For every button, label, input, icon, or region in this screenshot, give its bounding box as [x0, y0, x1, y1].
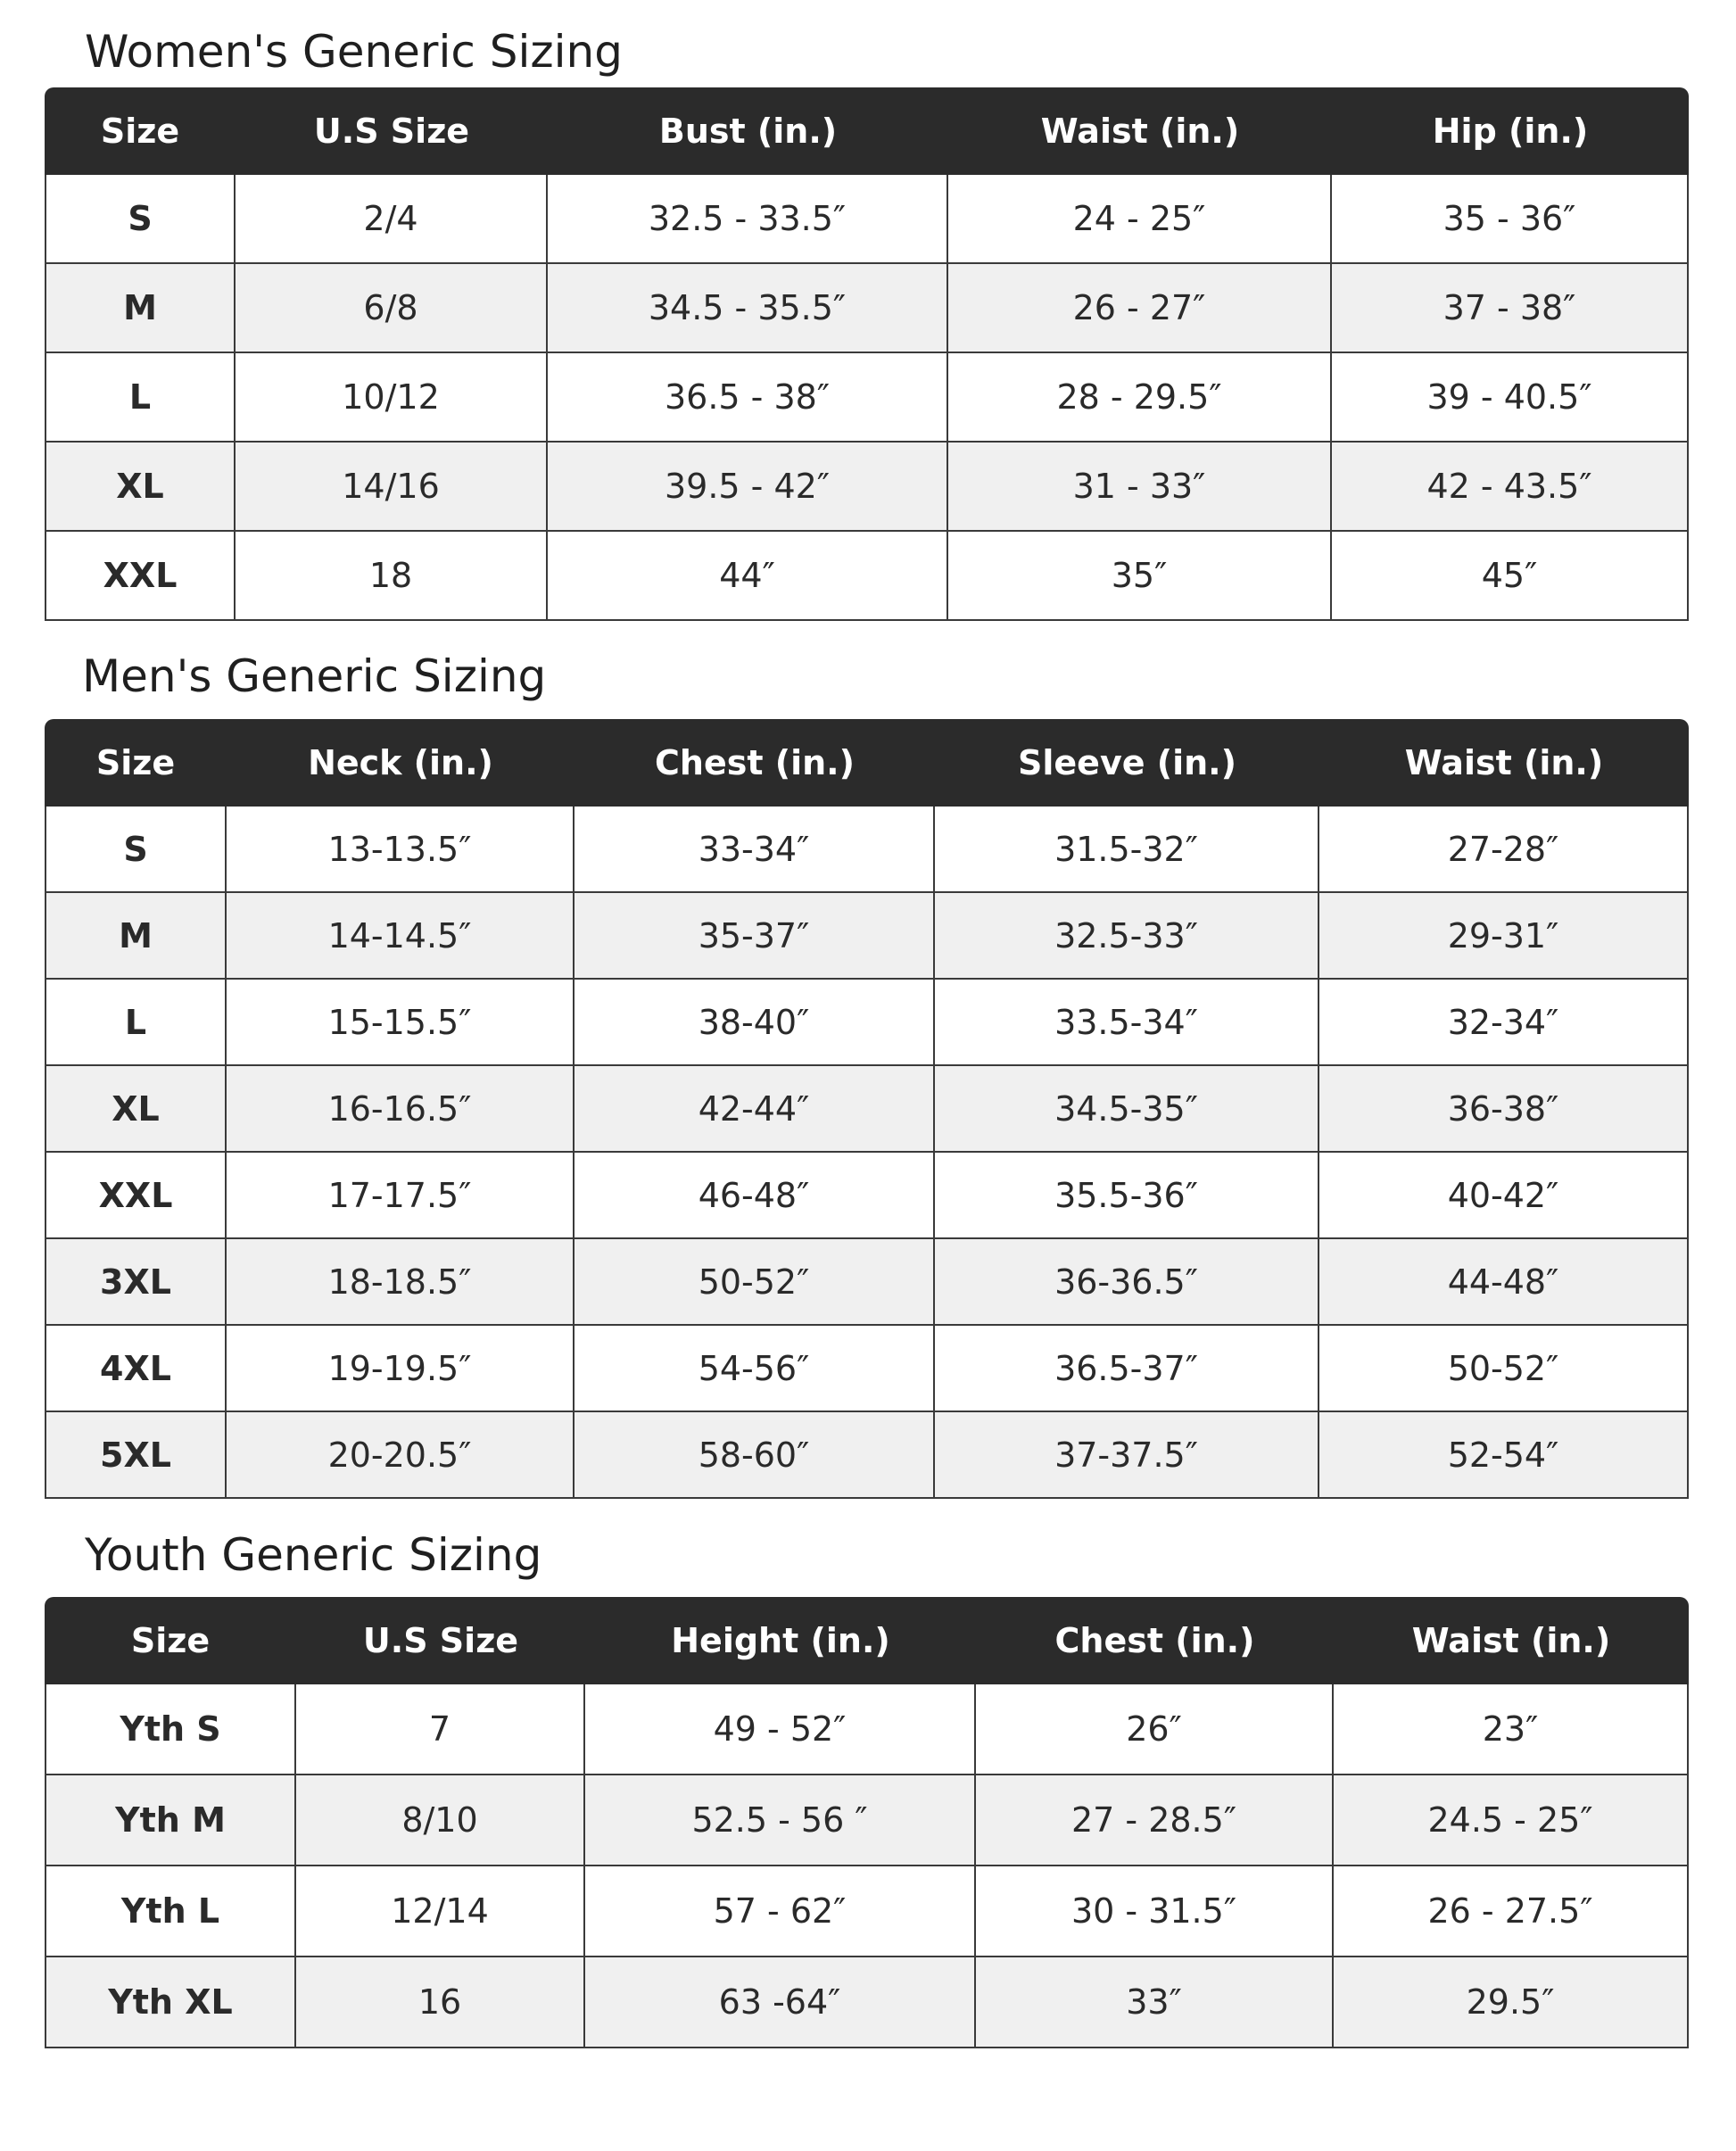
waist-cell: 35″ [948, 532, 1332, 621]
table-row [45, 1866, 1689, 1957]
table-row [45, 443, 1689, 532]
size-cell: XL [45, 1066, 227, 1153]
sleeve-cell: 36-36.5″ [935, 1239, 1319, 1326]
size-cell: M [45, 893, 227, 980]
waist-cell: 24.5 - 25″ [1334, 1775, 1689, 1866]
size-cell: 4XL [45, 1326, 227, 1412]
neck-cell: 15-15.5″ [227, 980, 575, 1066]
height-cell: 57 - 62″ [585, 1866, 976, 1957]
bust-cell: 39.5 - 42″ [548, 443, 948, 532]
table-row [45, 893, 1689, 980]
table-header-row [45, 1597, 1689, 1684]
waist-cell: 26 - 27″ [948, 264, 1332, 353]
table-row [45, 1957, 1689, 2048]
table-row [45, 980, 1689, 1066]
height-cell: 49 - 52″ [585, 1684, 976, 1775]
column-header-waist: Waist (in.) [948, 87, 1332, 175]
column-header-size: Size [45, 719, 227, 807]
size-cell: Yth M [45, 1775, 296, 1866]
women-size-table [45, 87, 1689, 621]
column-header-waist: Waist (in.) [1334, 1597, 1689, 1684]
us-size-cell: 6/8 [236, 264, 548, 353]
size-cell: L [45, 353, 236, 443]
waist-cell: 40-42″ [1319, 1153, 1689, 1239]
size-cell: L [45, 980, 227, 1066]
women-section-title: Women's Generic Sizing [85, 26, 623, 78]
hip-cell: 45″ [1332, 532, 1689, 621]
waist-cell: 31 - 33″ [948, 443, 1332, 532]
us-size-cell: 14/16 [236, 443, 548, 532]
chest-cell: 33-34″ [575, 807, 935, 893]
waist-cell: 36-38″ [1319, 1066, 1689, 1153]
table-row [45, 532, 1689, 621]
sleeve-cell: 35.5-36″ [935, 1153, 1319, 1239]
chest-cell: 46-48″ [575, 1153, 935, 1239]
us-size-cell: 7 [296, 1684, 585, 1775]
chest-cell: 26″ [976, 1684, 1334, 1775]
size-cell: XXL [45, 532, 236, 621]
chest-cell: 50-52″ [575, 1239, 935, 1326]
table-row [45, 264, 1689, 353]
table-row [45, 1684, 1689, 1775]
waist-cell: 32-34″ [1319, 980, 1689, 1066]
column-header-waist: Waist (in.) [1319, 719, 1689, 807]
bust-cell: 36.5 - 38″ [548, 353, 948, 443]
youth-section-title: Youth Generic Sizing [85, 1529, 542, 1581]
chest-cell: 42-44″ [575, 1066, 935, 1153]
neck-cell: 16-16.5″ [227, 1066, 575, 1153]
waist-cell: 26 - 27.5″ [1334, 1866, 1689, 1957]
table-header-row [45, 87, 1689, 175]
size-cell: M [45, 264, 236, 353]
size-cell: XL [45, 443, 236, 532]
neck-cell: 14-14.5″ [227, 893, 575, 980]
waist-cell: 23″ [1334, 1684, 1689, 1775]
size-cell: XXL [45, 1153, 227, 1239]
table-row [45, 353, 1689, 443]
column-header-sleeve: Sleeve (in.) [935, 719, 1319, 807]
sleeve-cell: 31.5-32″ [935, 807, 1319, 893]
size-cell: 3XL [45, 1239, 227, 1326]
sleeve-cell: 32.5-33″ [935, 893, 1319, 980]
column-header-height: Height (in.) [585, 1597, 976, 1684]
waist-cell: 29-31″ [1319, 893, 1689, 980]
sleeve-cell: 34.5-35″ [935, 1066, 1319, 1153]
height-cell: 52.5 - 56 ″ [585, 1775, 976, 1866]
column-header-size: Size [45, 87, 236, 175]
sleeve-cell: 36.5-37″ [935, 1326, 1319, 1412]
waist-cell: 50-52″ [1319, 1326, 1689, 1412]
waist-cell: 29.5″ [1334, 1957, 1689, 2048]
neck-cell: 13-13.5″ [227, 807, 575, 893]
waist-cell: 52-54″ [1319, 1412, 1689, 1499]
bust-cell: 32.5 - 33.5″ [548, 175, 948, 264]
table-row [45, 1239, 1689, 1326]
column-header-bust: Bust (in.) [548, 87, 948, 175]
column-header-neck: Neck (in.) [227, 719, 575, 807]
men-section-title: Men's Generic Sizing [82, 650, 547, 702]
table-row [45, 1326, 1689, 1412]
sleeve-cell: 37-37.5″ [935, 1412, 1319, 1499]
hip-cell: 39 - 40.5″ [1332, 353, 1689, 443]
waist-cell: 44-48″ [1319, 1239, 1689, 1326]
table-row [45, 1153, 1689, 1239]
bust-cell: 44″ [548, 532, 948, 621]
us-size-cell: 18 [236, 532, 548, 621]
waist-cell: 24 - 25″ [948, 175, 1332, 264]
column-header-hip: Hip (in.) [1332, 87, 1689, 175]
men-size-table [45, 719, 1689, 1499]
neck-cell: 18-18.5″ [227, 1239, 575, 1326]
chest-cell: 38-40″ [575, 980, 935, 1066]
chest-cell: 33″ [976, 1957, 1334, 2048]
chest-cell: 54-56″ [575, 1326, 935, 1412]
table-row [45, 1066, 1689, 1153]
column-header-size: Size [45, 1597, 296, 1684]
chest-cell: 27 - 28.5″ [976, 1775, 1334, 1866]
us-size-cell: 2/4 [236, 175, 548, 264]
column-header-us-size: U.S Size [296, 1597, 585, 1684]
us-size-cell: 16 [296, 1957, 585, 2048]
hip-cell: 37 - 38″ [1332, 264, 1689, 353]
table-row [45, 1412, 1689, 1499]
column-header-chest: Chest (in.) [575, 719, 935, 807]
size-cell: 5XL [45, 1412, 227, 1499]
table-row [45, 175, 1689, 264]
us-size-cell: 10/12 [236, 353, 548, 443]
size-cell: Yth L [45, 1866, 296, 1957]
size-cell: S [45, 175, 236, 264]
us-size-cell: 8/10 [296, 1775, 585, 1866]
table-row [45, 807, 1689, 893]
chest-cell: 35-37″ [575, 893, 935, 980]
neck-cell: 19-19.5″ [227, 1326, 575, 1412]
size-cell: Yth XL [45, 1957, 296, 2048]
youth-size-table [45, 1597, 1689, 2048]
size-cell: Yth S [45, 1684, 296, 1775]
us-size-cell: 12/14 [296, 1866, 585, 1957]
table-row [45, 1775, 1689, 1866]
column-header-us-size: U.S Size [236, 87, 548, 175]
hip-cell: 35 - 36″ [1332, 175, 1689, 264]
sleeve-cell: 33.5-34″ [935, 980, 1319, 1066]
column-header-chest: Chest (in.) [976, 1597, 1334, 1684]
waist-cell: 27-28″ [1319, 807, 1689, 893]
table-header-row [45, 719, 1689, 807]
neck-cell: 20-20.5″ [227, 1412, 575, 1499]
bust-cell: 34.5 - 35.5″ [548, 264, 948, 353]
chest-cell: 58-60″ [575, 1412, 935, 1499]
height-cell: 63 -64″ [585, 1957, 976, 2048]
chest-cell: 30 - 31.5″ [976, 1866, 1334, 1957]
waist-cell: 28 - 29.5″ [948, 353, 1332, 443]
size-cell: S [45, 807, 227, 893]
hip-cell: 42 - 43.5″ [1332, 443, 1689, 532]
neck-cell: 17-17.5″ [227, 1153, 575, 1239]
